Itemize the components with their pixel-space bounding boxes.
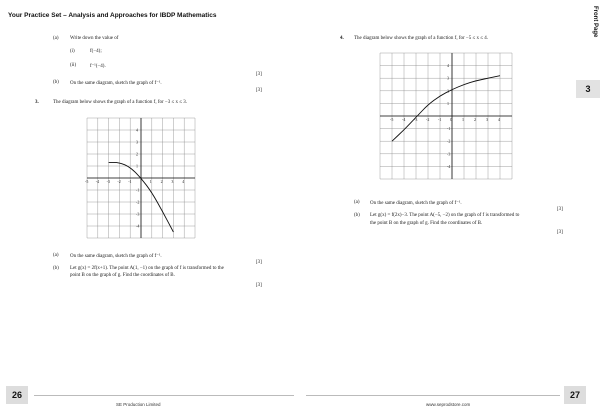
q3-number: 3. <box>35 100 39 105</box>
y-tick-label: -1 <box>136 187 140 193</box>
q4-axes <box>380 53 512 179</box>
q4-number: 4. <box>340 36 344 41</box>
x-tick-label: 4 <box>182 179 185 184</box>
y-tick-label: -1 <box>447 126 451 132</box>
x-tick-label: -1 <box>438 117 442 122</box>
q2a-text: Write down the value of <box>70 36 119 41</box>
q3a-text: On the same diagram, sketch the graph of f⁻¹. <box>70 254 162 259</box>
x-tick-label: -3 <box>414 117 418 122</box>
x-tick-label: 2 <box>474 117 476 122</box>
x-tick-label: 3 <box>486 117 488 122</box>
front-page-tab-label[interactable]: Front Page <box>592 6 598 38</box>
q3b-text-line1: Let g(x) = 2f(x+1). The point A(1, −1) on the graph of f is transformed to the <box>70 266 224 271</box>
left-page-number: 26 <box>6 386 28 404</box>
y-tick-label: 4 <box>136 127 138 133</box>
x-tick-label: -3 <box>106 179 110 184</box>
q4b-text-line2: the point B on the graph of g. Find the coordinates of B. <box>370 221 483 226</box>
q4a-label: (a) <box>354 200 360 205</box>
q3b-marks: [3] <box>256 283 262 288</box>
y-tick-label: -3 <box>447 151 451 157</box>
q2b-label: (b) <box>53 80 59 85</box>
y-tick-label: -4 <box>136 223 140 229</box>
y-tick-label: 2 <box>136 151 138 157</box>
y-tick-label: -4 <box>447 163 451 169</box>
page-header-title: Your Practice Set – Analysis and Approaches for IBDP Mathematics <box>8 12 217 19</box>
x-tick-label: 1 <box>149 179 152 184</box>
x-tick-label: 4 <box>498 117 500 122</box>
y-tick-label: 4 <box>447 63 449 69</box>
left-footer-text: SE Production Limited <box>116 402 161 407</box>
q3a-label: (a) <box>53 253 59 258</box>
x-tick-label: 3 <box>171 179 174 184</box>
x-tick-label: -4 <box>95 179 100 184</box>
right-footer-text: www.seprodstore.com <box>426 402 471 407</box>
y-tick-label: 3 <box>447 75 449 81</box>
x-tick-label: -5 <box>390 117 394 122</box>
q3b-text-line2: point B on the graph of g. Find the coordinates of B. <box>70 273 175 278</box>
q3-graph <box>86 117 196 239</box>
y-tick-label: 1 <box>447 100 449 106</box>
q2a-i-text: f(−4); <box>90 49 102 54</box>
y-tick-label: 2 <box>447 88 449 94</box>
q4-function-curve <box>392 76 500 142</box>
q3b-label: (b) <box>53 266 59 271</box>
x-tick-label: -1 <box>128 179 132 184</box>
q4b-text-line1: Let g(x) = f(2x)−3. The point A(−5, −2) on the graph of f is transformed to <box>370 213 520 218</box>
q4a-marks: [3] <box>557 207 563 212</box>
x-tick-label: -5 <box>85 179 89 184</box>
q4b-label: (b) <box>354 213 360 218</box>
x-tick-label: 1 <box>462 117 464 122</box>
y-tick-label: 1 <box>136 163 138 169</box>
q4b-marks: [3] <box>557 230 563 235</box>
q3-text: The diagram below shows the graph of a function f, for −3 ≤ x ≤ 3. <box>53 100 187 105</box>
q4-text: The diagram below shows the graph of a function f, for −5 ≤ x ≤ 4. <box>354 36 488 41</box>
q4a-text: On the same diagram, sketch the graph of f⁻¹. <box>370 201 462 206</box>
x-tick-label: 0 <box>450 117 452 122</box>
y-tick-label: -2 <box>136 199 140 205</box>
q3a-marks: [3] <box>256 260 262 265</box>
q2b-text: On the same diagram, sketch the graph of f⁻¹. <box>70 81 162 86</box>
right-footer-rule <box>306 395 560 396</box>
y-tick-label: 3 <box>136 139 138 145</box>
q2a-ii-label: (ii) <box>70 63 77 68</box>
x-tick-label: -4 <box>402 117 406 122</box>
q2a-ii-text: f⁻¹(−4). <box>90 64 106 69</box>
y-tick-label: -2 <box>447 138 451 144</box>
x-tick-label: -2 <box>426 117 430 122</box>
left-footer-rule <box>34 395 294 396</box>
x-tick-label: 2 <box>160 179 163 184</box>
q2a-marks: [3] <box>256 72 262 77</box>
x-tick-label: -2 <box>117 179 121 184</box>
chapter-badge[interactable]: 3 <box>576 80 600 98</box>
q2a-label: (a) <box>53 36 59 41</box>
q2b-marks: [3] <box>256 88 262 93</box>
q4-graph <box>379 52 513 180</box>
y-tick-label: -3 <box>136 211 140 217</box>
right-page-number: 27 <box>564 386 586 404</box>
q2a-i-label: (i) <box>70 49 75 54</box>
